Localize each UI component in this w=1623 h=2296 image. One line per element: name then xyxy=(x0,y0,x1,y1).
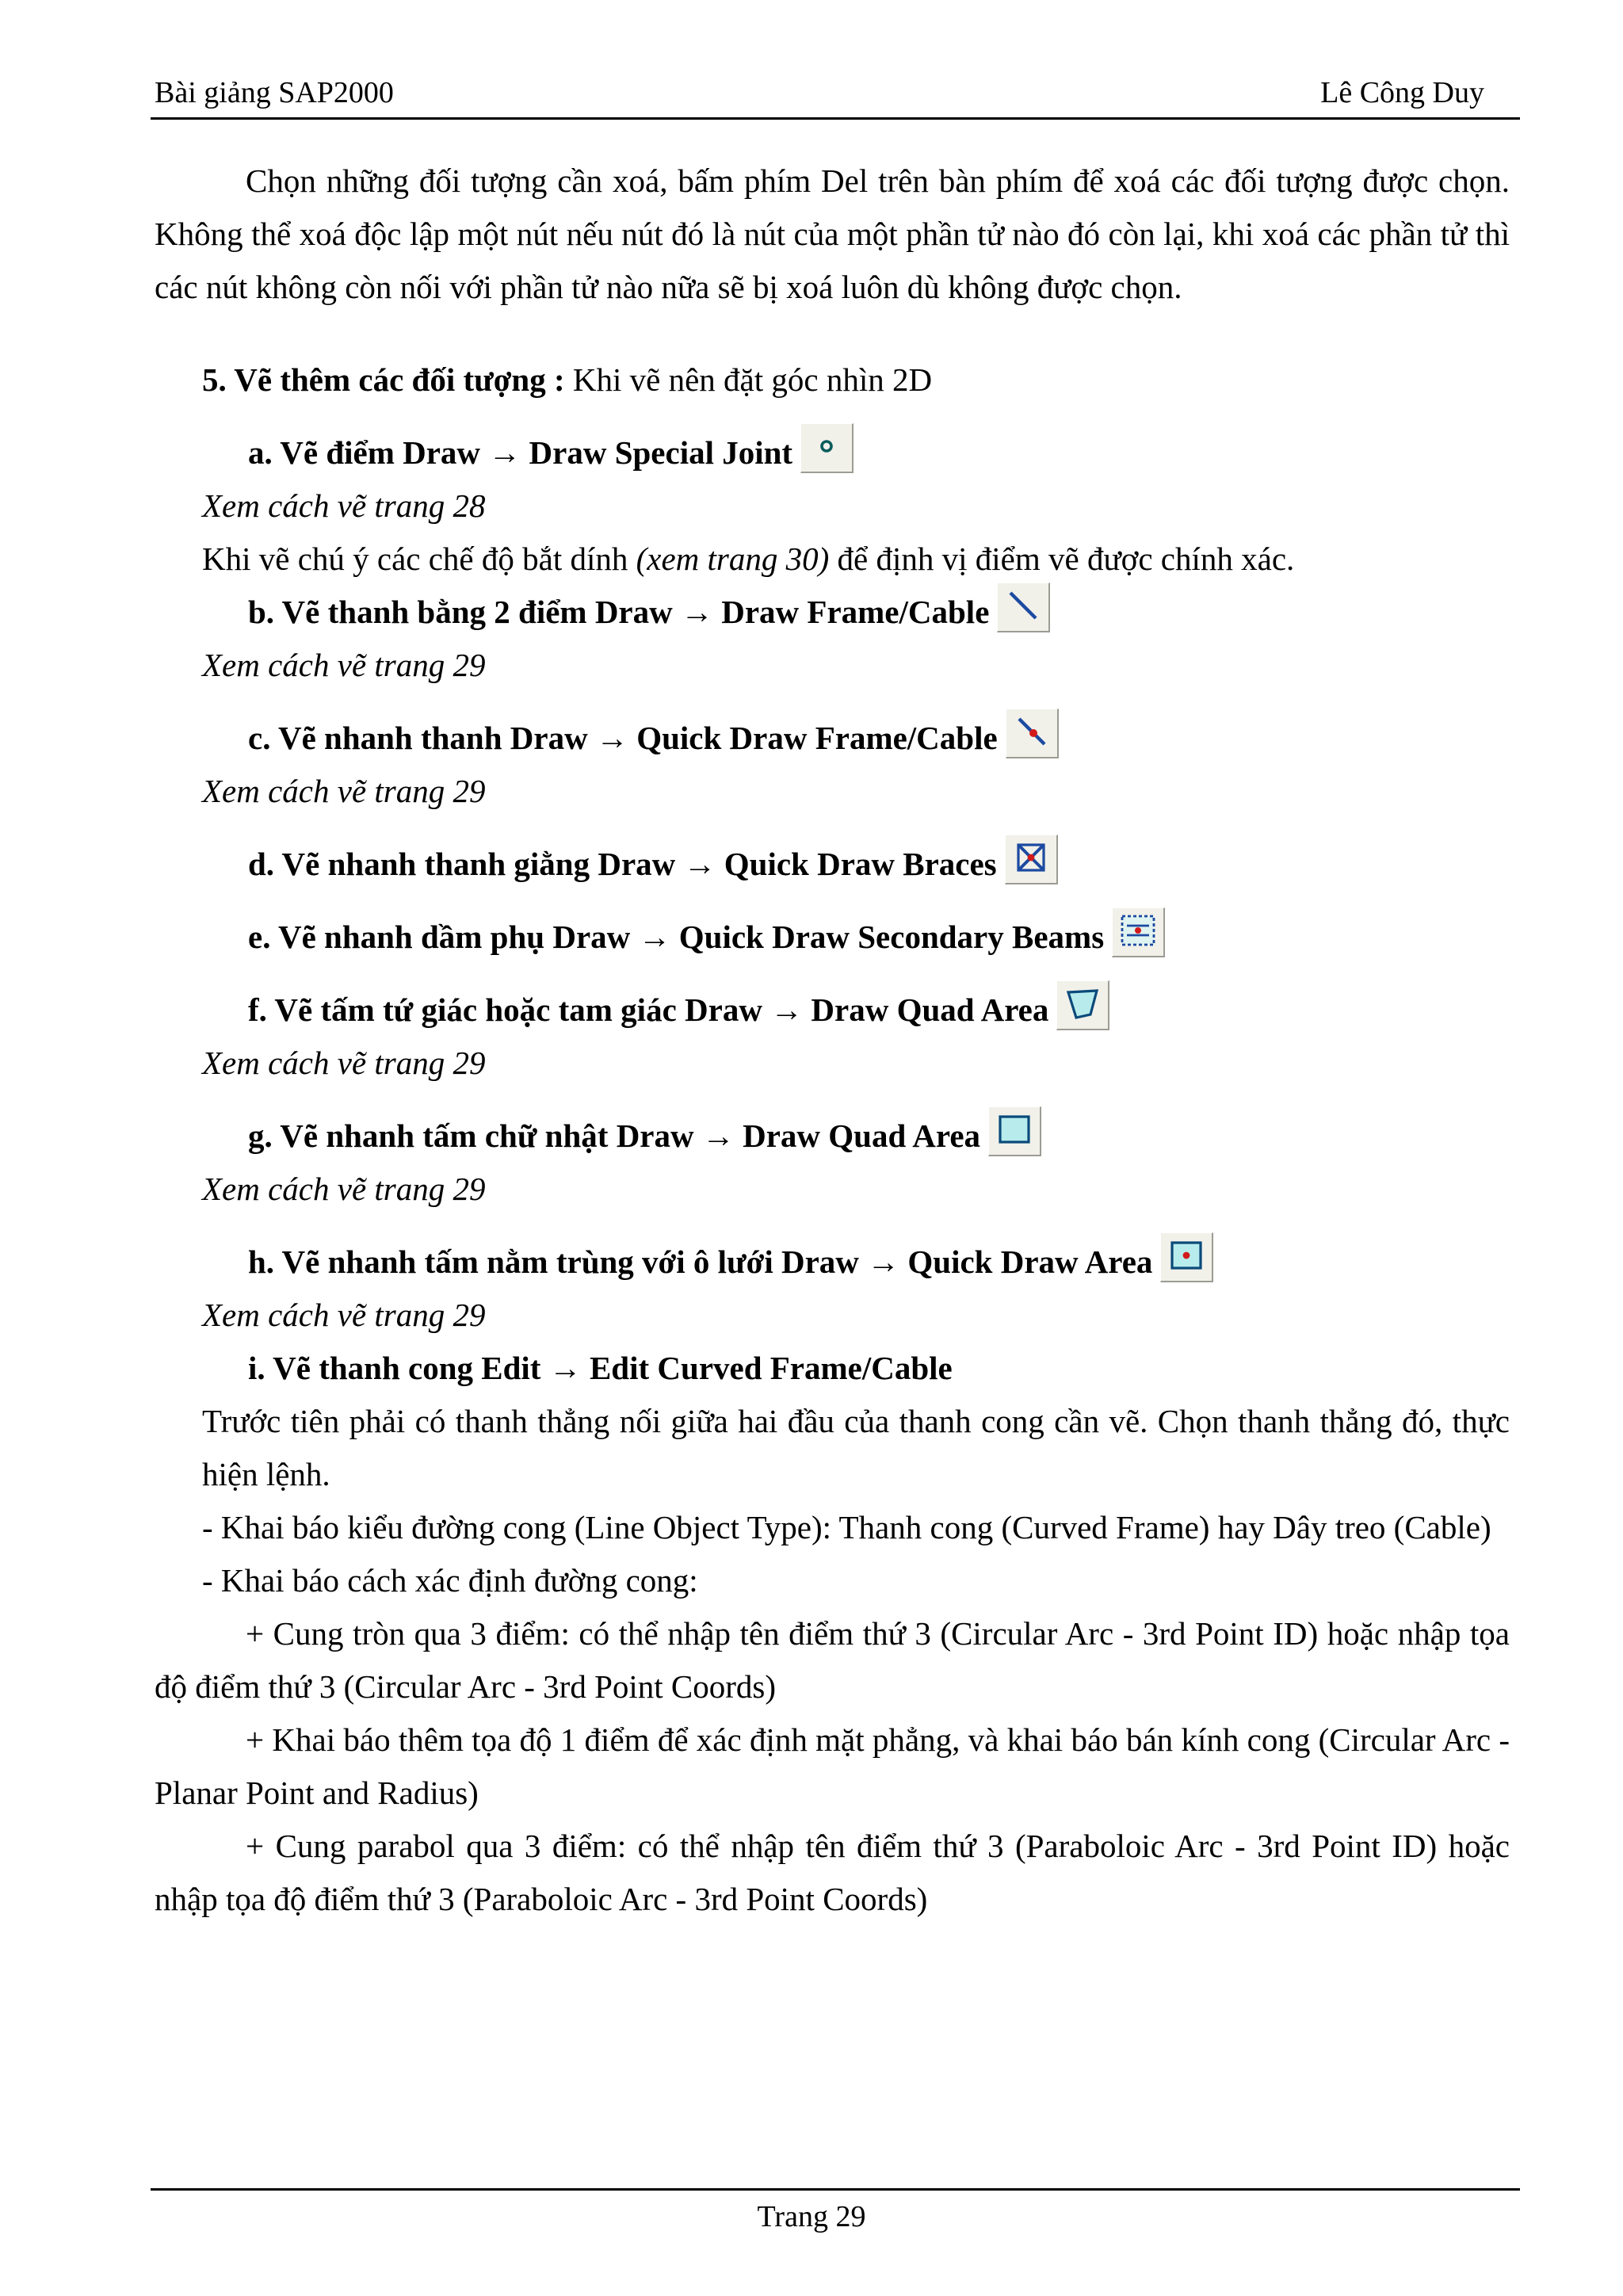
snap-note-ref: (xem trang 30) xyxy=(636,541,830,577)
curved-p2: - Khai báo kiểu đường cong (Line Object Type): Thanh cong (Curved Frame) hay Dây treo (Cable) xyxy=(202,1509,1491,1545)
item-f-label: f. Vẽ tấm tứ giác hoặc tam giác Draw → Draw Quad Area xyxy=(248,991,1049,1028)
curved-p4: + Cung tròn qua 3 điểm: có thể nhập tên điểm thứ 3 (Circular Arc - 3rd Point ID) hoặc nhập tọa độ điểm thứ 3 (Circular Arc - 3rd Point Coords) xyxy=(155,1615,1510,1705)
page-number: Trang 29 xyxy=(757,2200,866,2233)
snap-note-a: Khi vẽ chú ý các chế độ bắt dính xyxy=(202,541,636,577)
item-b-label: b. Vẽ thanh bằng 2 điểm Draw → Draw Frame/Cable xyxy=(248,594,990,630)
item-a xyxy=(155,426,1510,479)
header-rule xyxy=(151,117,1520,120)
curved-p5: + Khai báo thêm tọa độ 1 điểm để xác định mặt phẳng, và khai báo bán kính cong (Circular Arc - Planar Point and Radius) xyxy=(155,1721,1510,1811)
item-g-label: g. Vẽ nhanh tấm chữ nhật Draw → Draw Quad Area xyxy=(248,1117,981,1154)
ref-c: Xem cách vẽ trang 29 xyxy=(202,773,486,809)
footer-rule xyxy=(151,2188,1520,2191)
curved-p1: Trước tiên phải có thanh thẳng nối giữa hai đầu của thanh cong cần vẽ. Chọn thanh thẳng đó, thực hiện lệnh. xyxy=(202,1403,1510,1492)
item-d-label: d. Vẽ nhanh thanh giằng Draw → Quick Draw Braces xyxy=(248,846,997,882)
item-a-label: a. Vẽ điểm Draw → Draw Special Joint xyxy=(248,434,793,471)
item-c-label: c. Vẽ nhanh thanh Draw → Quick Draw Frame/Cable xyxy=(248,720,998,756)
item-d xyxy=(155,838,1510,891)
section-5-title: 5. Vẽ thêm các đối tượng : xyxy=(202,361,565,398)
item-e-label: e. Vẽ nhanh dầm phụ Draw → Quick Draw Secondary Beams xyxy=(248,919,1105,955)
ref-h: Xem cách vẽ trang 29 xyxy=(202,1297,486,1333)
ref-f: Xem cách vẽ trang 29 xyxy=(202,1045,486,1081)
header-author: Lê Công Duy xyxy=(1320,76,1484,109)
item-i: i. Vẽ thanh cong Edit → Edit Curved Frame/Cable xyxy=(248,1350,953,1386)
item-c xyxy=(155,712,1510,765)
draw-rectangular-area-icon[interactable] xyxy=(988,1106,1041,1156)
snap-note-c: để định vị điểm vẽ được chính xác. xyxy=(829,541,1295,577)
item-g xyxy=(155,1110,1510,1163)
draw-quad-area-icon[interactable] xyxy=(1056,980,1109,1030)
section-5-note: Khi vẽ nên đặt góc nhìn 2D xyxy=(564,361,933,398)
section-5-heading xyxy=(155,353,1510,407)
intro-paragraph: Chọn những đối tượng cần xoá, bấm phím Del trên bàn phím để xoá các đối tượng được chọn. Không thể xoá độc lập một nút nếu nút đó là nút của một phần tử nào đó còn lại, khi xoá các phần tử thì các nút không còn nối với phần tử nào nữa sẽ bị xoá luôn dù không được chọn. xyxy=(155,162,1510,305)
quick-draw-braces-icon[interactable] xyxy=(1005,835,1058,884)
draw-special-joint-icon[interactable] xyxy=(800,423,854,473)
item-e xyxy=(155,911,1510,964)
item-f xyxy=(155,984,1510,1037)
header-title: Bài giảng SAP2000 xyxy=(155,76,394,109)
curved-p6: + Cung parabol qua 3 điểm: có thể nhập tên điểm thứ 3 (Paraboloic Arc - 3rd Point ID) hoặc nhập tọa độ điểm thứ 3 (Paraboloic Arc - 3rd Point Coords) xyxy=(155,1828,1510,1917)
ref-g: Xem cách vẽ trang 29 xyxy=(202,1171,486,1207)
ref-b: Xem cách vẽ trang 29 xyxy=(202,647,486,683)
item-h-label: h. Vẽ nhanh tấm nằm trùng với ô lưới Draw → Quick Draw Area xyxy=(248,1244,1153,1280)
ref-a: Xem cách vẽ trang 28 xyxy=(202,487,486,524)
draw-frame-cable-icon[interactable] xyxy=(997,583,1050,632)
quick-draw-frame-cable-icon[interactable] xyxy=(1006,709,1059,758)
item-b xyxy=(155,586,1510,639)
page-body xyxy=(155,155,1510,1926)
quick-draw-secondary-beams-icon[interactable] xyxy=(1112,907,1165,957)
snap-note xyxy=(155,533,1510,586)
item-h xyxy=(155,1236,1510,1289)
quick-draw-area-icon[interactable] xyxy=(1160,1232,1213,1282)
curved-p3: - Khai báo cách xác định đường cong: xyxy=(202,1562,698,1599)
